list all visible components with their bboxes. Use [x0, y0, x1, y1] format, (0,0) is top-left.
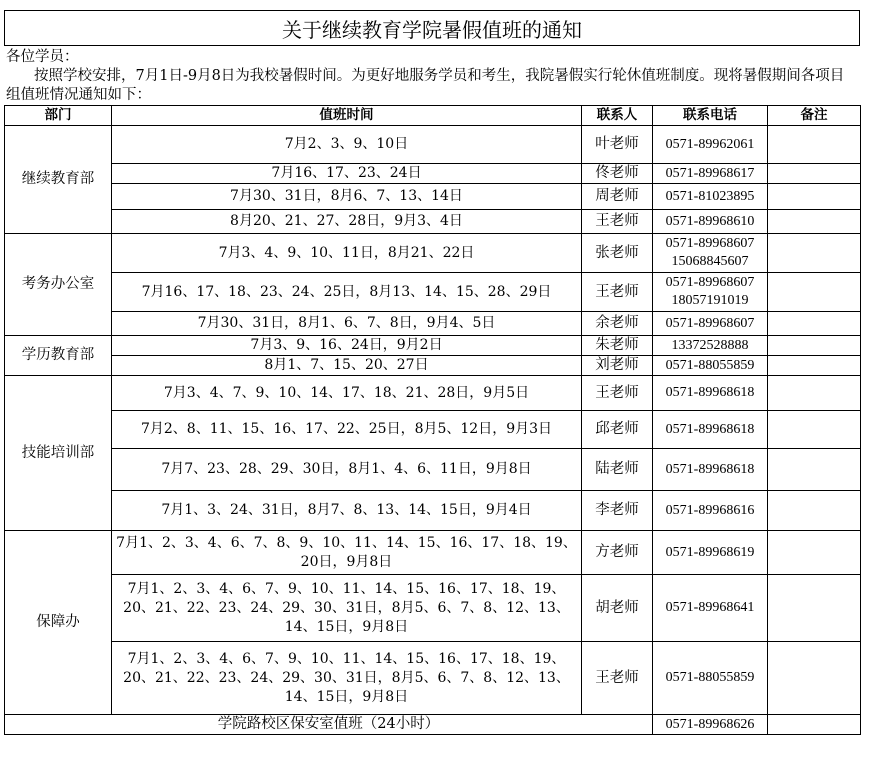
contact-cell: 刘老师: [582, 356, 653, 376]
contact-cell: 朱老师: [582, 336, 653, 356]
table-row: [5, 126, 861, 164]
table-row: [5, 531, 861, 575]
phone-number: 0571-89968618: [665, 421, 755, 437]
phone-cell: [653, 336, 768, 356]
table-body: [5, 126, 861, 735]
contact-cell: 李老师: [582, 491, 653, 531]
phone-cell: [653, 642, 768, 715]
phone-cell: [653, 164, 768, 184]
notice-sheet: [4, 10, 860, 735]
note-cell: [768, 715, 861, 735]
duty-table: [4, 105, 861, 735]
header-time: 值班时间: [112, 106, 582, 126]
phone-number: 0571-89968619: [665, 544, 755, 560]
phone-number: 0571-89968616: [665, 502, 755, 518]
notice-title: 关于继续教育学院暑假值班的通知: [4, 10, 860, 46]
note-cell: [768, 575, 861, 642]
note-cell: [768, 376, 861, 411]
note-cell: [768, 210, 861, 234]
note-cell: [768, 184, 861, 210]
note-cell: [768, 411, 861, 449]
contact-cell: 胡老师: [582, 575, 653, 642]
duty-dates-cell: 7月30、31日，8月6、7、13、14日: [112, 184, 582, 210]
table-row: [5, 184, 861, 210]
phone-cell: [653, 575, 768, 642]
duty-dates-cell: 7月7、23、28、29、30日，8月1、4、6、11日，9月8日: [112, 449, 582, 491]
table-header-row: [5, 106, 861, 126]
duty-dates-cell: 7月16、17、23、24日: [112, 164, 582, 184]
notice-body: 按照学校安排，7月1日-9月8日为我校暑假时间。为更好地服务学员和考生，我院暑假实行轮休值班制度。现将暑假期间各项目组值班情况通知如下：: [6, 68, 845, 103]
phone-number: 0571-89968617: [665, 165, 755, 181]
note-cell: [768, 312, 861, 336]
contact-cell: 邱老师: [582, 411, 653, 449]
table-row: [5, 164, 861, 184]
duty-dates-cell: 7月1、2、3、4、6、7、9、10、11、14、15、16、17、18、19、20、21、22、23、24、29、30、31日，8月5、6、7、8、12、13、14、15日，9月8日: [112, 575, 582, 642]
table-row: [5, 210, 861, 234]
duty-dates-cell: 7月2、8、11、15、16、17、22、25日，8月5、12日，9月3日: [112, 411, 582, 449]
duty-dates-cell: 7月2、3、9、10日: [112, 126, 582, 164]
phone-number: 0571-88055859: [665, 670, 755, 685]
phone-cell: [653, 491, 768, 531]
table-row: [5, 273, 861, 312]
dept-cell: 学历教育部: [5, 336, 112, 376]
dept-cell: 继续教育部: [5, 126, 112, 234]
phone-cell: [653, 273, 768, 312]
contact-cell: 王老师: [582, 210, 653, 234]
phone-number: 0571-89968607: [665, 236, 755, 251]
contact-cell: 陆老师: [582, 449, 653, 491]
contact-cell: 余老师: [582, 312, 653, 336]
duty-dates-cell: 7月1、2、3、4、6、7、9、10、11、14、15、16、17、18、19、20、21、22、23、24、29、30、31日，8月5、6、7、8、12、13、14、15日，9月8日: [112, 642, 582, 715]
table-row: [5, 376, 861, 411]
duty-dates-cell: 8月1、7、15、20、27日: [112, 356, 582, 376]
note-cell: [768, 642, 861, 715]
phone-number: 0571-89968607: [665, 315, 755, 331]
table-row: [5, 642, 861, 715]
duty-dates-cell: 7月3、9、16、24日，9月2日: [112, 336, 582, 356]
phone-number: 18057191019: [671, 293, 749, 308]
security-room-phone: 0571-89968626: [653, 715, 768, 735]
phone-cell: [653, 411, 768, 449]
table-row: [5, 234, 861, 273]
table-row: [5, 312, 861, 336]
note-cell: [768, 273, 861, 312]
note-cell: [768, 356, 861, 376]
footer-row: [5, 715, 861, 735]
phone-number: 0571-81023895: [665, 188, 755, 204]
phone-number: 0571-89968610: [665, 213, 755, 229]
security-room-label: 学院路校区保安室值班（24小时）: [5, 715, 653, 735]
note-cell: [768, 234, 861, 273]
note-cell: [768, 531, 861, 575]
duty-dates-cell: 7月30、31日，8月1、6、7、8日，9月4、5日: [112, 312, 582, 336]
note-cell: [768, 126, 861, 164]
phone-number: 0571-89968618: [665, 461, 755, 477]
duty-dates-cell: 7月3、4、9、10、11日，8月21、22日: [112, 234, 582, 273]
phone-cell: [653, 184, 768, 210]
duty-dates-cell: 8月20、21、27、28日，9月3、4日: [112, 210, 582, 234]
phone-cell: [653, 376, 768, 411]
contact-cell: 叶老师: [582, 126, 653, 164]
note-cell: [768, 164, 861, 184]
table-row: [5, 575, 861, 642]
contact-cell: 方老师: [582, 531, 653, 575]
duty-dates-cell: 7月16、17、18、23、24、25日，8月13、14、15、28、29日: [112, 273, 582, 312]
header-note: 备注: [768, 106, 861, 126]
phone-number: 0571-89968641: [665, 600, 755, 615]
table-row: [5, 356, 861, 376]
phone-number: 0571-89968607: [665, 275, 755, 290]
phone-cell: [653, 312, 768, 336]
dept-cell: 技能培训部: [5, 376, 112, 531]
note-cell: [768, 449, 861, 491]
contact-cell: 王老师: [582, 273, 653, 312]
duty-dates-cell: 7月3、4、7、9、10、14、17、18、21、28日，9月5日: [112, 376, 582, 411]
header-dept: 部门: [5, 106, 112, 126]
dept-cell: 考务办公室: [5, 234, 112, 336]
phone-cell: [653, 210, 768, 234]
contact-cell: 王老师: [582, 376, 653, 411]
contact-cell: 佟老师: [582, 164, 653, 184]
table-row: [5, 491, 861, 531]
phone-number: 0571-89962061: [665, 136, 755, 152]
notice-intro: [4, 46, 860, 105]
duty-dates-cell: 7月1、3、24、31日，8月7、8、13、14、15日，9月4日: [112, 491, 582, 531]
phone-cell: [653, 126, 768, 164]
contact-cell: 张老师: [582, 234, 653, 273]
phone-number: 0571-89968618: [665, 385, 755, 400]
table-row: [5, 336, 861, 356]
phone-cell: [653, 356, 768, 376]
phone-number: 15068845607: [671, 254, 749, 269]
note-cell: [768, 491, 861, 531]
table-row: [5, 449, 861, 491]
duty-dates-cell: 7月1、2、3、4、6、7、8、9、10、11、14、15、16、17、18、19、20日，9月8日: [112, 531, 582, 575]
dept-cell: 保障办: [5, 531, 112, 715]
phone-number: 13372528888: [671, 337, 749, 353]
note-cell: [768, 336, 861, 356]
contact-cell: 周老师: [582, 184, 653, 210]
table-row: [5, 411, 861, 449]
header-contact: 联系人: [582, 106, 653, 126]
phone-cell: [653, 531, 768, 575]
phone-cell: [653, 449, 768, 491]
greeting: 各位学员：: [6, 49, 79, 65]
contact-cell: 王老师: [582, 642, 653, 715]
phone-number: 0571-88055859: [665, 357, 755, 373]
phone-cell: [653, 234, 768, 273]
header-phone: 联系电话: [653, 106, 768, 126]
